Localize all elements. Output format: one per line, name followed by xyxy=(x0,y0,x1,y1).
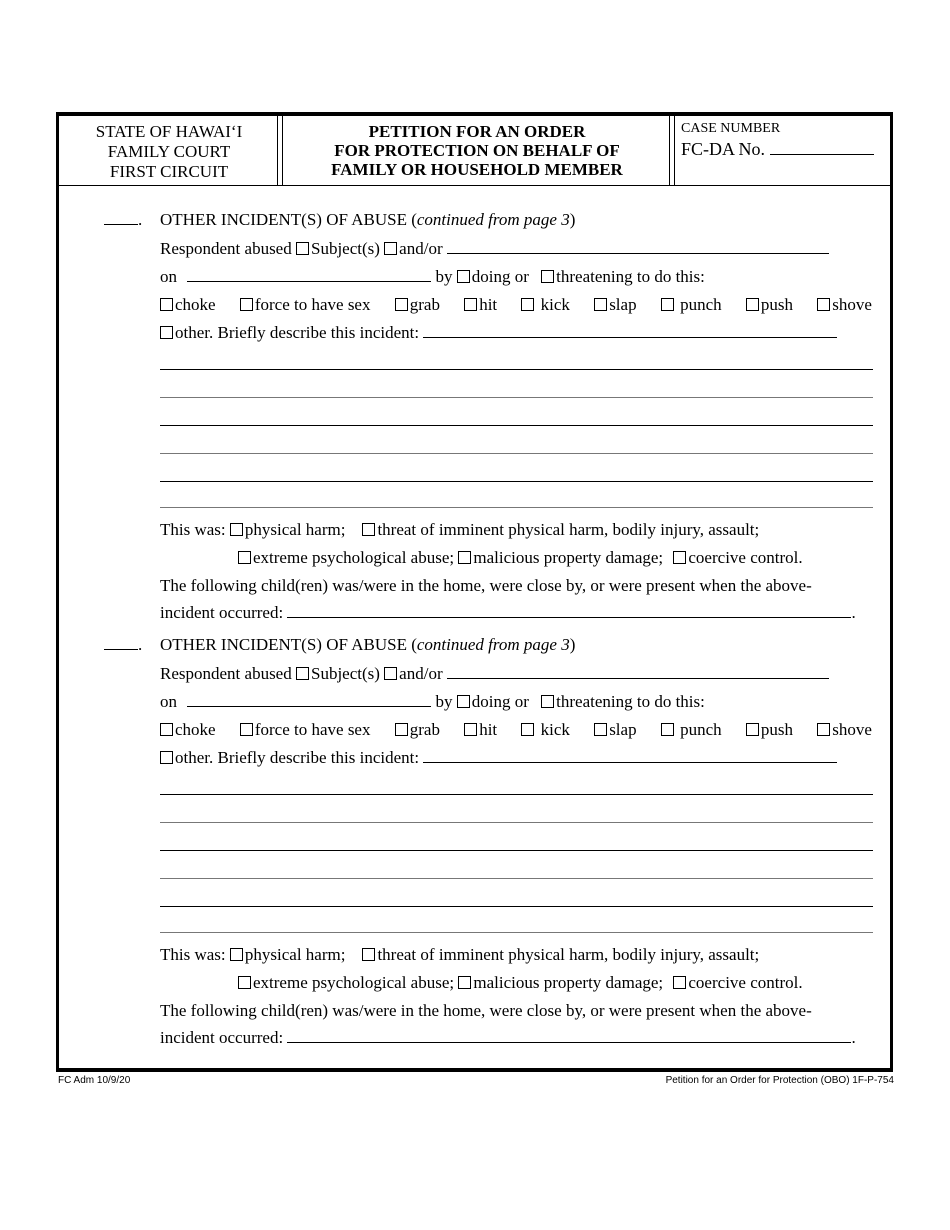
acts-row: choke force to have sex grab hit kick slap punch push shove xyxy=(160,718,872,742)
describe-input[interactable] xyxy=(423,323,837,338)
divider xyxy=(669,115,675,185)
children-text: The following child(ren) was/were in the home, were close by, or were present when the above- xyxy=(160,576,812,595)
footer-form-id: FC Adm 10/9/20 xyxy=(58,1075,131,1086)
property-damage-checkbox[interactable] xyxy=(458,976,471,989)
divider xyxy=(277,115,283,185)
date-input[interactable] xyxy=(187,267,431,282)
physical-harm-checkbox[interactable] xyxy=(230,948,243,961)
psychological-abuse-checkbox[interactable] xyxy=(238,551,251,564)
description-line[interactable] xyxy=(160,822,873,823)
footer-form-title: Petition for an Order for Protection (OBO) 1F-P-754 xyxy=(665,1075,894,1086)
date-row: on by doing or threatening to do this: xyxy=(160,267,705,286)
title-line: PETITION FOR AN ORDER xyxy=(368,122,586,141)
kick-checkbox[interactable] xyxy=(521,298,534,311)
case-number-input[interactable] xyxy=(770,140,874,155)
shove-checkbox[interactable] xyxy=(817,298,830,311)
form-title xyxy=(285,122,669,179)
push-checkbox[interactable] xyxy=(746,723,759,736)
threatening-checkbox[interactable] xyxy=(541,270,554,283)
children-row: incident occurred: . xyxy=(160,603,856,622)
description-line[interactable] xyxy=(160,425,873,426)
shove-checkbox[interactable] xyxy=(817,723,830,736)
slap-checkbox[interactable] xyxy=(594,723,607,736)
date-input[interactable] xyxy=(187,692,431,707)
children-input[interactable] xyxy=(287,1028,851,1043)
other-checkbox[interactable] xyxy=(160,751,173,764)
subjects-checkbox[interactable] xyxy=(296,667,309,680)
case-number-label: CASE NUMBER xyxy=(681,121,781,136)
date-row: on by doing or threatening to do this: xyxy=(160,692,705,711)
court-line: STATE OF HAWAI‘I xyxy=(95,122,243,141)
describe-input[interactable] xyxy=(423,748,837,763)
coercive-control-checkbox[interactable] xyxy=(673,976,686,989)
court-name xyxy=(59,122,279,182)
description-line[interactable] xyxy=(160,397,873,398)
harm-row-2: extreme psychological abuse; malicious property damage; coercive control. xyxy=(238,971,803,995)
description-line[interactable] xyxy=(160,481,873,482)
children-text: The following child(ren) was/were in the home, were close by, or were present when the above- xyxy=(160,1001,812,1020)
description-line[interactable] xyxy=(160,794,873,795)
andor-checkbox[interactable] xyxy=(384,667,397,680)
coercive-control-checkbox[interactable] xyxy=(673,551,686,564)
choke-checkbox[interactable] xyxy=(160,298,173,311)
threat-checkbox[interactable] xyxy=(362,523,375,536)
incident-heading: OTHER INCIDENT(S) OF ABUSE (continued from page 3) xyxy=(160,635,576,654)
children-input[interactable] xyxy=(287,603,851,618)
doing-checkbox[interactable] xyxy=(457,270,470,283)
force-sex-checkbox[interactable] xyxy=(240,298,253,311)
choke-checkbox[interactable] xyxy=(160,723,173,736)
court-line: FIRST CIRCUIT xyxy=(109,162,229,181)
item-number[interactable]: . xyxy=(104,208,142,232)
incident-heading: OTHER INCIDENT(S) OF ABUSE (continued from page 3) xyxy=(160,210,576,229)
andor-checkbox[interactable] xyxy=(384,242,397,255)
punch-checkbox[interactable] xyxy=(661,723,674,736)
psychological-abuse-checkbox[interactable] xyxy=(238,976,251,989)
other-checkbox[interactable] xyxy=(160,326,173,339)
case-prefix: FC-DA No. xyxy=(681,139,766,159)
description-line[interactable] xyxy=(160,453,873,454)
hit-checkbox[interactable] xyxy=(464,298,477,311)
harm-row: This was: physical harm; threat of imminent physical harm, bodily injury, assault; xyxy=(160,520,760,539)
court-line: FAMILY COURT xyxy=(107,142,231,161)
children-row: incident occurred: . xyxy=(160,1028,856,1047)
other-row: other. Briefly describe this incident: xyxy=(160,746,837,770)
subjects-checkbox[interactable] xyxy=(296,242,309,255)
title-line: FAMILY OR HOUSEHOLD MEMBER xyxy=(331,160,623,179)
other-person-input[interactable] xyxy=(447,239,829,254)
other-row: other. Briefly describe this incident: xyxy=(160,321,837,345)
property-damage-checkbox[interactable] xyxy=(458,551,471,564)
threat-checkbox[interactable] xyxy=(362,948,375,961)
harm-row: This was: physical harm; threat of imminent physical harm, bodily injury, assault; xyxy=(160,945,760,964)
respondent-row: Respondent abused Subject(s) and/or xyxy=(160,662,829,686)
description-line[interactable] xyxy=(160,850,873,851)
respondent-row: Respondent abused Subject(s) and/or xyxy=(160,237,829,261)
force-sex-checkbox[interactable] xyxy=(240,723,253,736)
case-number-block xyxy=(681,120,889,160)
description-line[interactable] xyxy=(160,878,873,879)
description-line[interactable] xyxy=(160,932,873,933)
description-line[interactable] xyxy=(160,507,873,508)
description-line[interactable] xyxy=(160,906,873,907)
other-person-input[interactable] xyxy=(447,664,829,679)
hit-checkbox[interactable] xyxy=(464,723,477,736)
grab-checkbox[interactable] xyxy=(395,298,408,311)
acts-row: choke force to have sex grab hit kick slap punch push shove xyxy=(160,293,872,317)
case-number-field[interactable] xyxy=(681,138,889,160)
doing-checkbox[interactable] xyxy=(457,695,470,708)
punch-checkbox[interactable] xyxy=(661,298,674,311)
harm-row-2: extreme psychological abuse; malicious property damage; coercive control. xyxy=(238,546,803,570)
item-number[interactable]: . xyxy=(104,633,142,657)
kick-checkbox[interactable] xyxy=(521,723,534,736)
description-line[interactable] xyxy=(160,369,873,370)
slap-checkbox[interactable] xyxy=(594,298,607,311)
threatening-checkbox[interactable] xyxy=(541,695,554,708)
form-header xyxy=(59,116,890,186)
title-line: FOR PROTECTION ON BEHALF OF xyxy=(334,141,620,160)
physical-harm-checkbox[interactable] xyxy=(230,523,243,536)
push-checkbox[interactable] xyxy=(746,298,759,311)
grab-checkbox[interactable] xyxy=(395,723,408,736)
